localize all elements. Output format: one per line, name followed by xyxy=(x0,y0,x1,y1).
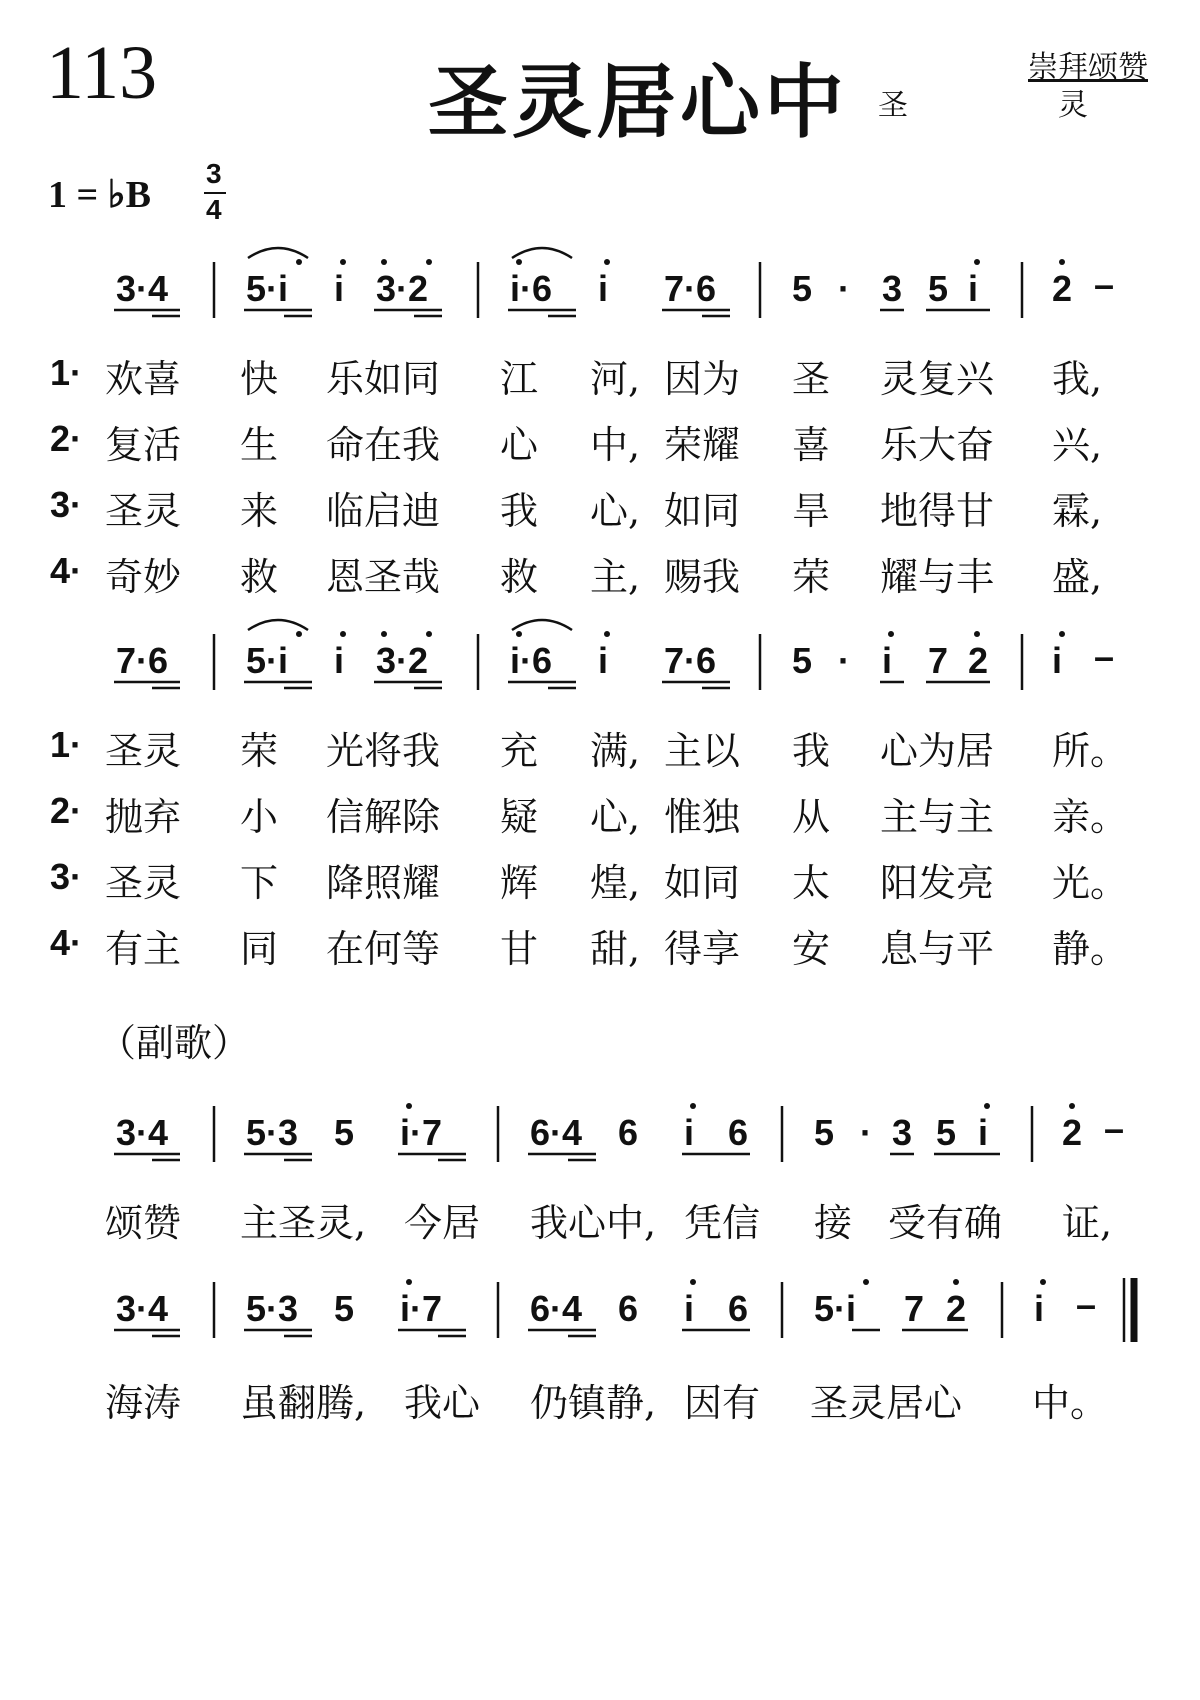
lyric: 喜 xyxy=(792,423,831,467)
note: 7 xyxy=(904,1288,925,1329)
lyric: 我 xyxy=(500,489,539,533)
note: i xyxy=(684,1112,695,1153)
dot: · xyxy=(860,1112,872,1153)
note-group: 3·2 xyxy=(376,268,429,309)
note: i xyxy=(684,1288,695,1329)
verse-number: 1· xyxy=(50,352,83,393)
lyric: 海涛 xyxy=(105,1381,182,1425)
note: 6 xyxy=(618,1112,639,1153)
lyric: 惟独 xyxy=(664,795,741,839)
verse-number: 4· xyxy=(50,550,83,591)
lyric: 耀与丰 xyxy=(880,555,995,599)
note: 2 xyxy=(968,640,989,681)
note-group: 5·i xyxy=(246,640,289,681)
verse-number: 1· xyxy=(50,724,83,765)
lyric: 来 xyxy=(240,489,279,533)
lyric: 得享 xyxy=(664,927,741,971)
octave-dot xyxy=(516,631,522,637)
note: 5 xyxy=(928,268,949,309)
octave-dot xyxy=(974,631,980,637)
lyric: 欢喜 xyxy=(105,357,182,401)
lyric: 虽翻腾, xyxy=(240,1381,367,1425)
lyric: 安 xyxy=(792,927,831,971)
verse-number: 3· xyxy=(50,856,83,897)
lyric: 兴, xyxy=(1052,423,1103,467)
verse-number: 2· xyxy=(50,418,83,459)
lyric: 充 xyxy=(500,729,539,773)
octave-dot xyxy=(1059,631,1065,637)
note-group: 7·6 xyxy=(664,268,717,309)
octave-dot xyxy=(381,259,387,265)
lyric: 灵复兴 xyxy=(880,357,995,401)
lyric: 凭信 xyxy=(684,1201,761,1245)
lyric: 降照耀 xyxy=(326,861,441,905)
note-group: i·6 xyxy=(510,268,553,309)
time-signature-bottom: 4 xyxy=(206,194,222,225)
note: i xyxy=(334,268,345,309)
lyric: 中, xyxy=(590,423,641,467)
lyric: 复活 xyxy=(105,423,182,467)
note-group: 5·i xyxy=(246,268,289,309)
note: 2 xyxy=(1062,1112,1083,1153)
lyric: 满, xyxy=(590,729,641,773)
lyric: 中。 xyxy=(1032,1381,1109,1425)
lyric: 亲。 xyxy=(1052,795,1129,839)
octave-dot xyxy=(340,631,346,637)
lyric: 心, xyxy=(590,795,641,839)
lyric: 临启迪 xyxy=(326,489,441,533)
lyric: 因为 xyxy=(664,357,741,401)
note: 3 xyxy=(892,1112,913,1153)
dot: · xyxy=(838,640,850,681)
lyric: 息与平 xyxy=(880,927,995,971)
lyric: 江 xyxy=(500,357,539,401)
octave-dot xyxy=(690,1103,696,1109)
hymn-subcategory: 圣 灵 xyxy=(878,88,1148,123)
hymn-title: 圣灵居心中 xyxy=(428,56,848,149)
note-group: i·7 xyxy=(400,1112,443,1153)
octave-dot xyxy=(296,259,302,265)
note-group: 3·4 xyxy=(116,1288,169,1329)
octave-dot xyxy=(381,631,387,637)
tie xyxy=(248,620,308,630)
lyric: 证, xyxy=(1062,1201,1113,1245)
lyric: 我心中, xyxy=(530,1201,657,1245)
note: 7 xyxy=(928,640,949,681)
lyric: 光。 xyxy=(1052,861,1129,905)
lyric: 接 xyxy=(814,1201,853,1245)
note-group: 5·3 xyxy=(246,1288,299,1329)
lyric: 主, xyxy=(590,555,641,599)
key-signature: 1 = ♭B xyxy=(48,174,151,216)
lyric: 有主 xyxy=(105,927,182,971)
lyric: 受有确 xyxy=(888,1201,1003,1245)
octave-dot xyxy=(604,631,610,637)
lyric: 心, xyxy=(590,489,641,533)
dash: – xyxy=(1104,1108,1125,1149)
note-group: 7·6 xyxy=(116,640,169,681)
dash: – xyxy=(1094,264,1115,305)
lyric: 甜, xyxy=(590,927,641,971)
lyric: 盛, xyxy=(1052,555,1103,599)
note: i xyxy=(334,640,345,681)
lyric: 乐大奋 xyxy=(880,423,995,467)
note: i xyxy=(598,640,609,681)
lyric: 我心 xyxy=(404,1381,481,1425)
lyric: 快 xyxy=(240,357,279,401)
note-group: 6·4 xyxy=(530,1112,583,1153)
lyric: 旱 xyxy=(792,489,831,533)
octave-dot xyxy=(690,1279,696,1285)
octave-dot xyxy=(863,1279,869,1285)
verse-number: 3· xyxy=(50,484,83,525)
octave-dot xyxy=(406,1103,412,1109)
lyric: 太 xyxy=(792,861,831,905)
note: 5 xyxy=(814,1112,835,1153)
dot: · xyxy=(838,268,850,309)
octave-dot xyxy=(984,1103,990,1109)
lyric: 乐如同 xyxy=(326,357,441,401)
octave-dot xyxy=(888,631,894,637)
note-group: 3·2 xyxy=(376,640,429,681)
note: 5 xyxy=(334,1112,355,1153)
note: 6 xyxy=(728,1112,749,1153)
lyric: 下 xyxy=(240,861,279,905)
hymn-number: 113 xyxy=(46,31,158,115)
lyric: 心 xyxy=(500,423,539,467)
note-group: 6·4 xyxy=(530,1288,583,1329)
note: i xyxy=(598,268,609,309)
lyric: 颂赞 xyxy=(105,1201,182,1245)
lyric: 如同 xyxy=(664,861,741,905)
octave-dot xyxy=(1069,1103,1075,1109)
note-group: 3·4 xyxy=(116,1112,169,1153)
note: i xyxy=(882,640,893,681)
note: i xyxy=(978,1112,989,1153)
lyric: 荣 xyxy=(792,555,831,599)
dash: – xyxy=(1076,1284,1097,1325)
note: 3 xyxy=(882,268,903,309)
lyric: 主以 xyxy=(664,729,741,773)
lyric: 同 xyxy=(240,927,279,971)
lyric: 今居 xyxy=(404,1201,481,1245)
lyric: 霖, xyxy=(1052,489,1103,533)
note-group: i·6 xyxy=(510,640,553,681)
verse-number: 4· xyxy=(50,922,83,963)
octave-dot xyxy=(1040,1279,1046,1285)
lyric: 河, xyxy=(590,357,641,401)
lyric: 如同 xyxy=(664,489,741,533)
lyric: 圣灵 xyxy=(105,861,182,905)
verse-number: 2· xyxy=(50,790,83,831)
lyric: 光将我 xyxy=(326,729,441,773)
lyric: 荣耀 xyxy=(664,423,741,467)
octave-dot xyxy=(296,631,302,637)
hymn-category: 崇拜颂赞 xyxy=(1028,50,1148,85)
note: 5 xyxy=(792,640,813,681)
lyric: 奇妙 xyxy=(105,555,182,599)
octave-dot xyxy=(340,259,346,265)
lyric: 我, xyxy=(1052,357,1103,401)
lyric: 主与主 xyxy=(880,795,995,839)
note-group: 7·6 xyxy=(664,640,717,681)
lyric: 地得甘 xyxy=(880,489,995,533)
lyric: 疑 xyxy=(500,795,539,839)
lyric: 煌, xyxy=(590,861,641,905)
lyric: 恩圣哉 xyxy=(326,555,441,599)
lyric: 静。 xyxy=(1052,927,1129,971)
octave-dot xyxy=(406,1279,412,1285)
tie xyxy=(512,620,572,630)
lyric: 因有 xyxy=(684,1381,761,1425)
lyric: 生 xyxy=(240,423,279,467)
note: 5 xyxy=(792,268,813,309)
lyric: 心为居 xyxy=(880,729,995,773)
lyric: 辉 xyxy=(500,861,539,905)
lyric: 从 xyxy=(792,795,831,839)
lyric: 圣灵居心 xyxy=(810,1381,963,1425)
note: 5 xyxy=(936,1112,957,1153)
lyric: 圣灵 xyxy=(105,489,182,533)
lyric: 抛弃 xyxy=(105,795,182,839)
lyric: 信解除 xyxy=(326,795,441,839)
note: 5 xyxy=(334,1288,355,1329)
note: i xyxy=(1052,640,1063,681)
note: 2 xyxy=(946,1288,967,1329)
lyric: 救 xyxy=(500,555,539,599)
note-group: 3·4 xyxy=(116,268,169,309)
note-group: 5·3 xyxy=(246,1112,299,1153)
tie xyxy=(248,248,308,258)
note: i xyxy=(968,268,979,309)
octave-dot xyxy=(426,631,432,637)
octave-dot xyxy=(604,259,610,265)
lyric: 在何等 xyxy=(326,927,441,971)
lyric: 甘 xyxy=(500,927,539,971)
lyric: 救 xyxy=(240,555,279,599)
note: i xyxy=(1034,1288,1045,1329)
lyric: 阳发亮 xyxy=(880,861,995,905)
lyric: 所。 xyxy=(1052,729,1129,773)
time-signature-top: 3 xyxy=(206,158,222,189)
octave-dot xyxy=(426,259,432,265)
refrain-label: （副歌） xyxy=(98,1021,251,1065)
lyric: 赐我 xyxy=(664,555,741,599)
lyric: 主圣灵, xyxy=(240,1201,367,1245)
lyric: 圣 xyxy=(792,357,831,401)
octave-dot xyxy=(1059,259,1065,265)
lyric: 圣灵 xyxy=(105,729,182,773)
lyric: 命在我 xyxy=(326,423,441,467)
octave-dot xyxy=(953,1279,959,1285)
lyric: 小 xyxy=(240,795,279,839)
lyric: 荣 xyxy=(240,729,279,773)
lyric: 仍镇静, xyxy=(530,1381,657,1425)
octave-dot xyxy=(974,259,980,265)
note-group: i·7 xyxy=(400,1288,443,1329)
note-group: 5·i xyxy=(814,1288,857,1329)
note: 6 xyxy=(618,1288,639,1329)
octave-dot xyxy=(516,259,522,265)
note: 6 xyxy=(728,1288,749,1329)
lyric: 我 xyxy=(792,729,831,773)
dash: – xyxy=(1094,636,1115,677)
note: 2 xyxy=(1052,268,1073,309)
tie xyxy=(512,248,572,258)
